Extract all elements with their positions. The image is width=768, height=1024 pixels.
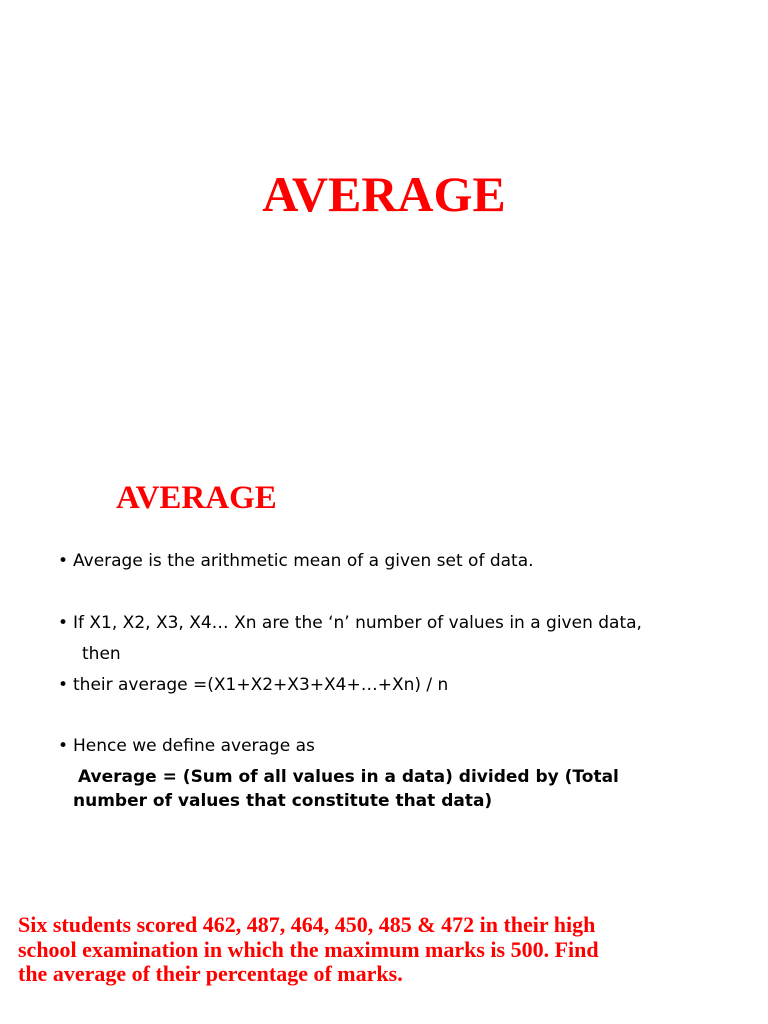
bullet-icon: • <box>58 736 69 756</box>
bullet-icon: • <box>58 613 69 633</box>
bullet-item-formula <box>58 670 678 701</box>
slide-title: AVERAGE <box>262 166 506 222</box>
bullet-continuation-text: then <box>82 644 121 664</box>
bullet-text: their average =(X1+X2+X3+X4+…+Xn) / n <box>73 675 449 695</box>
bullet-text: Hence we define average as <box>73 736 315 756</box>
average-definition: Average = (Sum of all values in a data) divided by (Total number of values that constitute that data) <box>73 767 619 811</box>
bullet-text: If X1, X2, X3, X4… Xn are the ‘n’ number of values in a given data, <box>73 613 642 633</box>
bullet-item-definition <box>58 546 678 577</box>
bullet-item-hence <box>58 731 678 762</box>
section-heading: AVERAGE <box>116 480 277 516</box>
bullet-text: Average is the arithmetic mean of a given set of data. <box>73 551 534 571</box>
bullet-icon: • <box>58 551 69 571</box>
bullet-item-values <box>58 608 678 670</box>
problem-statement: Six students scored 462, 487, 464, 450, 485 & 472 in their high school examination in which the maximum marks is 500. Find the average of their percentage of marks. <box>18 912 599 986</box>
bullet-icon: • <box>58 675 69 695</box>
